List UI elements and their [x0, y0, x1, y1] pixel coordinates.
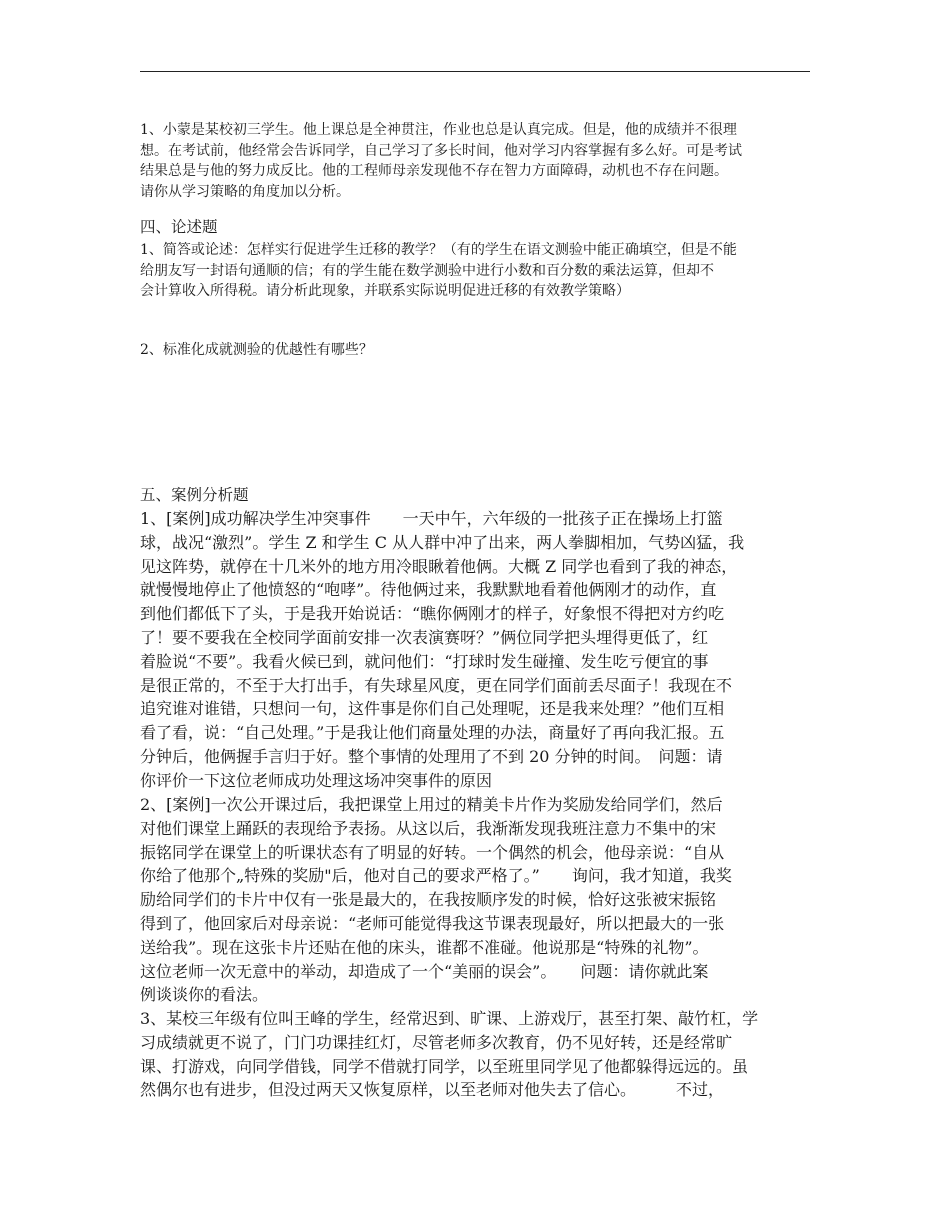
text-line: 结果总是与他的努力成反比。他的工程师母亲发现他不存在智力方面障碍，动机也不存在问题。	[140, 163, 728, 179]
section-four-question-2	[140, 340, 812, 361]
text-line: 着脸说“不要”。我看火候已到，就问他们：“打球时发生碰撞、发生吃亏便宜的事	[140, 651, 709, 671]
text-line: 振铭同学在课堂上的听课状态有了明显的好转。一个偶然的机会，他母亲说：“自从	[140, 842, 725, 862]
text-line: 给朋友写一封语句通顺的信；有的学生能在数学测验中进行小数和百分数的乘法运算，但却不	[140, 262, 714, 279]
text-line: 了！要不要我在全校同学面前安排一次表演赛呀？”俩位同学把头埋得更低了，红	[140, 627, 709, 647]
section-five-heading: 五、案例分析题	[140, 486, 249, 504]
text-line: 这位老师一次无意中的举动，却造成了一个“美丽的误会”。 问题：请你就此案	[140, 961, 709, 981]
header-rule	[140, 71, 810, 72]
text-line: 到他们都低下了头，于是我开始说话：“瞧你俩刚才的样子，好象恨不得把对方约吃	[140, 604, 725, 624]
text-line: 3、某校三年级有位叫王峰的学生，经常迟到、旷课、上游戏厅，甚至打架、敲竹杠，学	[140, 1009, 759, 1028]
text-line: 请你从学习策略的角度加以分析。	[140, 183, 350, 200]
text-line: 会计算收入所得税。请分析此现象，并联系实际说明促进迁移的有效教学策略）	[140, 283, 630, 299]
text-line: 是很正常的，不至于大打出手，有失球星风度，更在同学们面前丢尽面子！我现在不	[140, 675, 733, 695]
text-line: 分钟后，他俩握手言归于好。整个事情的处理用了不到 20 分钟的时间。 问题：请	[140, 746, 723, 766]
case-2	[140, 793, 812, 1007]
section-three-question-1	[140, 120, 812, 202]
text-line: 追究谁对谁错，只想问一句，这件事是你们自己处理呢，还是我来处理？”他们互相	[140, 699, 725, 719]
text-line: 励给同学们的卡片中仅有一张是最大的，在我按顺序发的时候，恰好这张被宋振铭	[140, 890, 717, 910]
section-four-heading: 四、论述题	[140, 218, 218, 236]
text-line: 看了看，说：“自己处理。”于是我让他们商量处理的办法，商量好了再向我汇报。五	[140, 723, 725, 743]
text-line: 课、打游戏，向同学借钱，同学不借就打同学，以至班里同学见了他都躲得远远的。虽	[140, 1056, 749, 1076]
text-line: 你给了他那个„特殊的奖励"后，他对自己的要求严格了。” 询问，我才知道，我奖	[140, 866, 732, 886]
text-line: 1、简答或论述：怎样实行促进学生迁移的教学？（有的学生在语文测验中能正确填空，但是不能	[140, 242, 737, 258]
text-line: 然偶尔也有进步，但没过两天又恢复原样，以至老师对他失去了信心。 不过，	[140, 1080, 725, 1100]
text-line: 送给我”。现在这张卡片还贴在他的床头，谁都不准碰。他说那是“特殊的礼物”。	[140, 937, 709, 957]
text-line: 2、标准化成就测验的优越性有哪些？	[140, 342, 373, 358]
text-line: 想。在考试前，他经常会告诉同学，自己学习了多长时间，他对学习内容掌握有多么好。可是考试	[140, 142, 742, 159]
text-line: 1、小蒙是某校初三学生。他上课总是全神贯注，作业也总是认真完成。但是，他的成绩并不很理	[140, 122, 737, 138]
text-line: 得到了，他回家后对母亲说：“老师可能觉得我这节课表现最好，所以把最大的一张	[140, 913, 725, 933]
case-1	[140, 507, 812, 793]
text-line: 习成绩就更不说了，门门功课挂红灯，尽管老师多次教育，仍不见好转，还是经常旷	[140, 1032, 733, 1052]
text-line: 对他们课堂上踊跃的表现给予表扬。从这以后，我渐渐发现我班注意力不集中的宋	[140, 818, 717, 838]
section-four-question-1	[140, 240, 812, 302]
case-3	[140, 1007, 812, 1102]
text-line: 例谈谈你的看法。	[140, 985, 269, 1005]
text-line: 就慢慢地停止了他愤怒的“咆哮”。待他俩过来，我默默地看着他俩刚才的动作，直	[140, 580, 717, 600]
text-line: 你评价一下这位老师成功处理这场冲突事件的原因	[140, 770, 493, 790]
text-line: 1、[案例]成功解决学生冲突事件 一天中午，六年级的一批孩子正在操场上打篮	[140, 509, 723, 528]
text-line: 2、[案例]一次公开课过后，我把课堂上用过的精美卡片作为奖励发给同学们，然后	[140, 795, 723, 814]
text-line: 球，战况“激烈”。学生 Z 和学生 C 从人群中冲了出来，两人拳脚相加，气势凶猛，我	[140, 532, 745, 552]
text-line: 见这阵势，就停在十几米外的地方用冷眼瞅着他俩。大概 Z 同学也看到了我的神态，	[140, 556, 738, 576]
